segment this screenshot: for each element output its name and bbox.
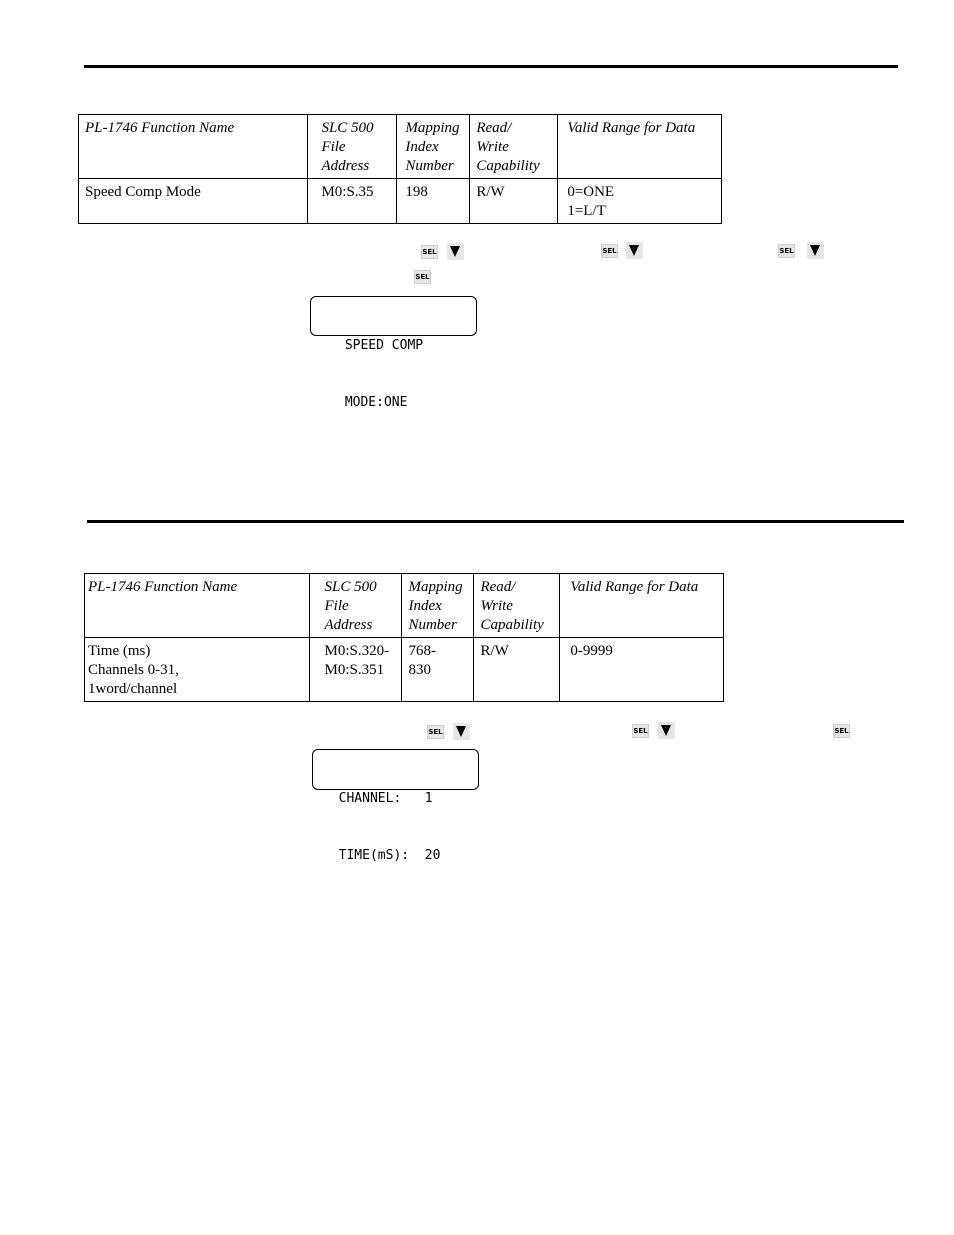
down-arrow-key-icon bbox=[447, 243, 464, 260]
section-divider-middle bbox=[87, 520, 904, 523]
header-read-write: Read/ Write Capability bbox=[470, 115, 558, 179]
cell-index-number: 768- 830 bbox=[402, 638, 474, 702]
sel-key-icon: SEL bbox=[632, 724, 649, 738]
cell-valid-range: 0-9999 bbox=[560, 638, 724, 702]
header-function-name: PL-1746 Function Name bbox=[79, 115, 308, 179]
sel-key-icon: SEL bbox=[601, 244, 618, 258]
lcd-line-1: CHANNEL: 1 bbox=[323, 791, 433, 806]
header-file-address: SLC 500 File Address bbox=[309, 574, 402, 638]
lcd-line-1: SPEED COMP bbox=[337, 338, 424, 353]
lcd-line-2: MODE:ONE bbox=[337, 395, 408, 410]
table-row bbox=[79, 179, 722, 224]
lcd-line-2: TIME(mS): 20 bbox=[323, 848, 441, 863]
section-divider-top bbox=[84, 65, 898, 68]
header-file-address: SLC 500 File Address bbox=[308, 115, 397, 179]
table-header-row bbox=[79, 115, 722, 179]
header-index-number: Mapping Index Number bbox=[397, 115, 470, 179]
cell-read-write: R/W bbox=[474, 638, 560, 702]
cell-file-address: M0:S.35 bbox=[308, 179, 397, 224]
header-valid-range: Valid Range for Data bbox=[560, 574, 724, 638]
cell-function-name: Speed Comp Mode bbox=[79, 179, 308, 224]
down-arrow-key-icon bbox=[658, 722, 675, 739]
header-function-name: PL-1746 Function Name bbox=[85, 574, 310, 638]
table-header-row bbox=[85, 574, 724, 638]
header-read-write: Read/ Write Capability bbox=[474, 574, 560, 638]
cell-file-address: M0:S.320- M0:S.351 bbox=[309, 638, 402, 702]
table-row bbox=[85, 638, 724, 702]
header-valid-range: Valid Range for Data bbox=[558, 115, 722, 179]
speed-comp-mode-table bbox=[78, 114, 722, 224]
down-arrow-key-icon bbox=[807, 242, 824, 259]
sel-key-icon: SEL bbox=[778, 244, 795, 258]
sel-key-icon: SEL bbox=[414, 270, 431, 284]
down-arrow-key-icon bbox=[453, 723, 470, 740]
sel-key-icon: SEL bbox=[421, 245, 438, 259]
time-ms-table bbox=[84, 573, 724, 702]
cell-read-write: R/W bbox=[470, 179, 558, 224]
header-index-number: Mapping Index Number bbox=[402, 574, 474, 638]
lcd-display-speed-comp bbox=[310, 296, 477, 410]
cell-function-name: Time (ms) Channels 0-31, 1word/channel bbox=[85, 638, 310, 702]
down-arrow-key-icon bbox=[626, 242, 643, 259]
cell-valid-range: 0=ONE 1=L/T bbox=[558, 179, 722, 224]
sel-key-icon: SEL bbox=[833, 724, 850, 738]
lcd-display-channel-time bbox=[312, 749, 479, 863]
cell-index-number: 198 bbox=[397, 179, 470, 224]
sel-key-icon: SEL bbox=[427, 725, 444, 739]
